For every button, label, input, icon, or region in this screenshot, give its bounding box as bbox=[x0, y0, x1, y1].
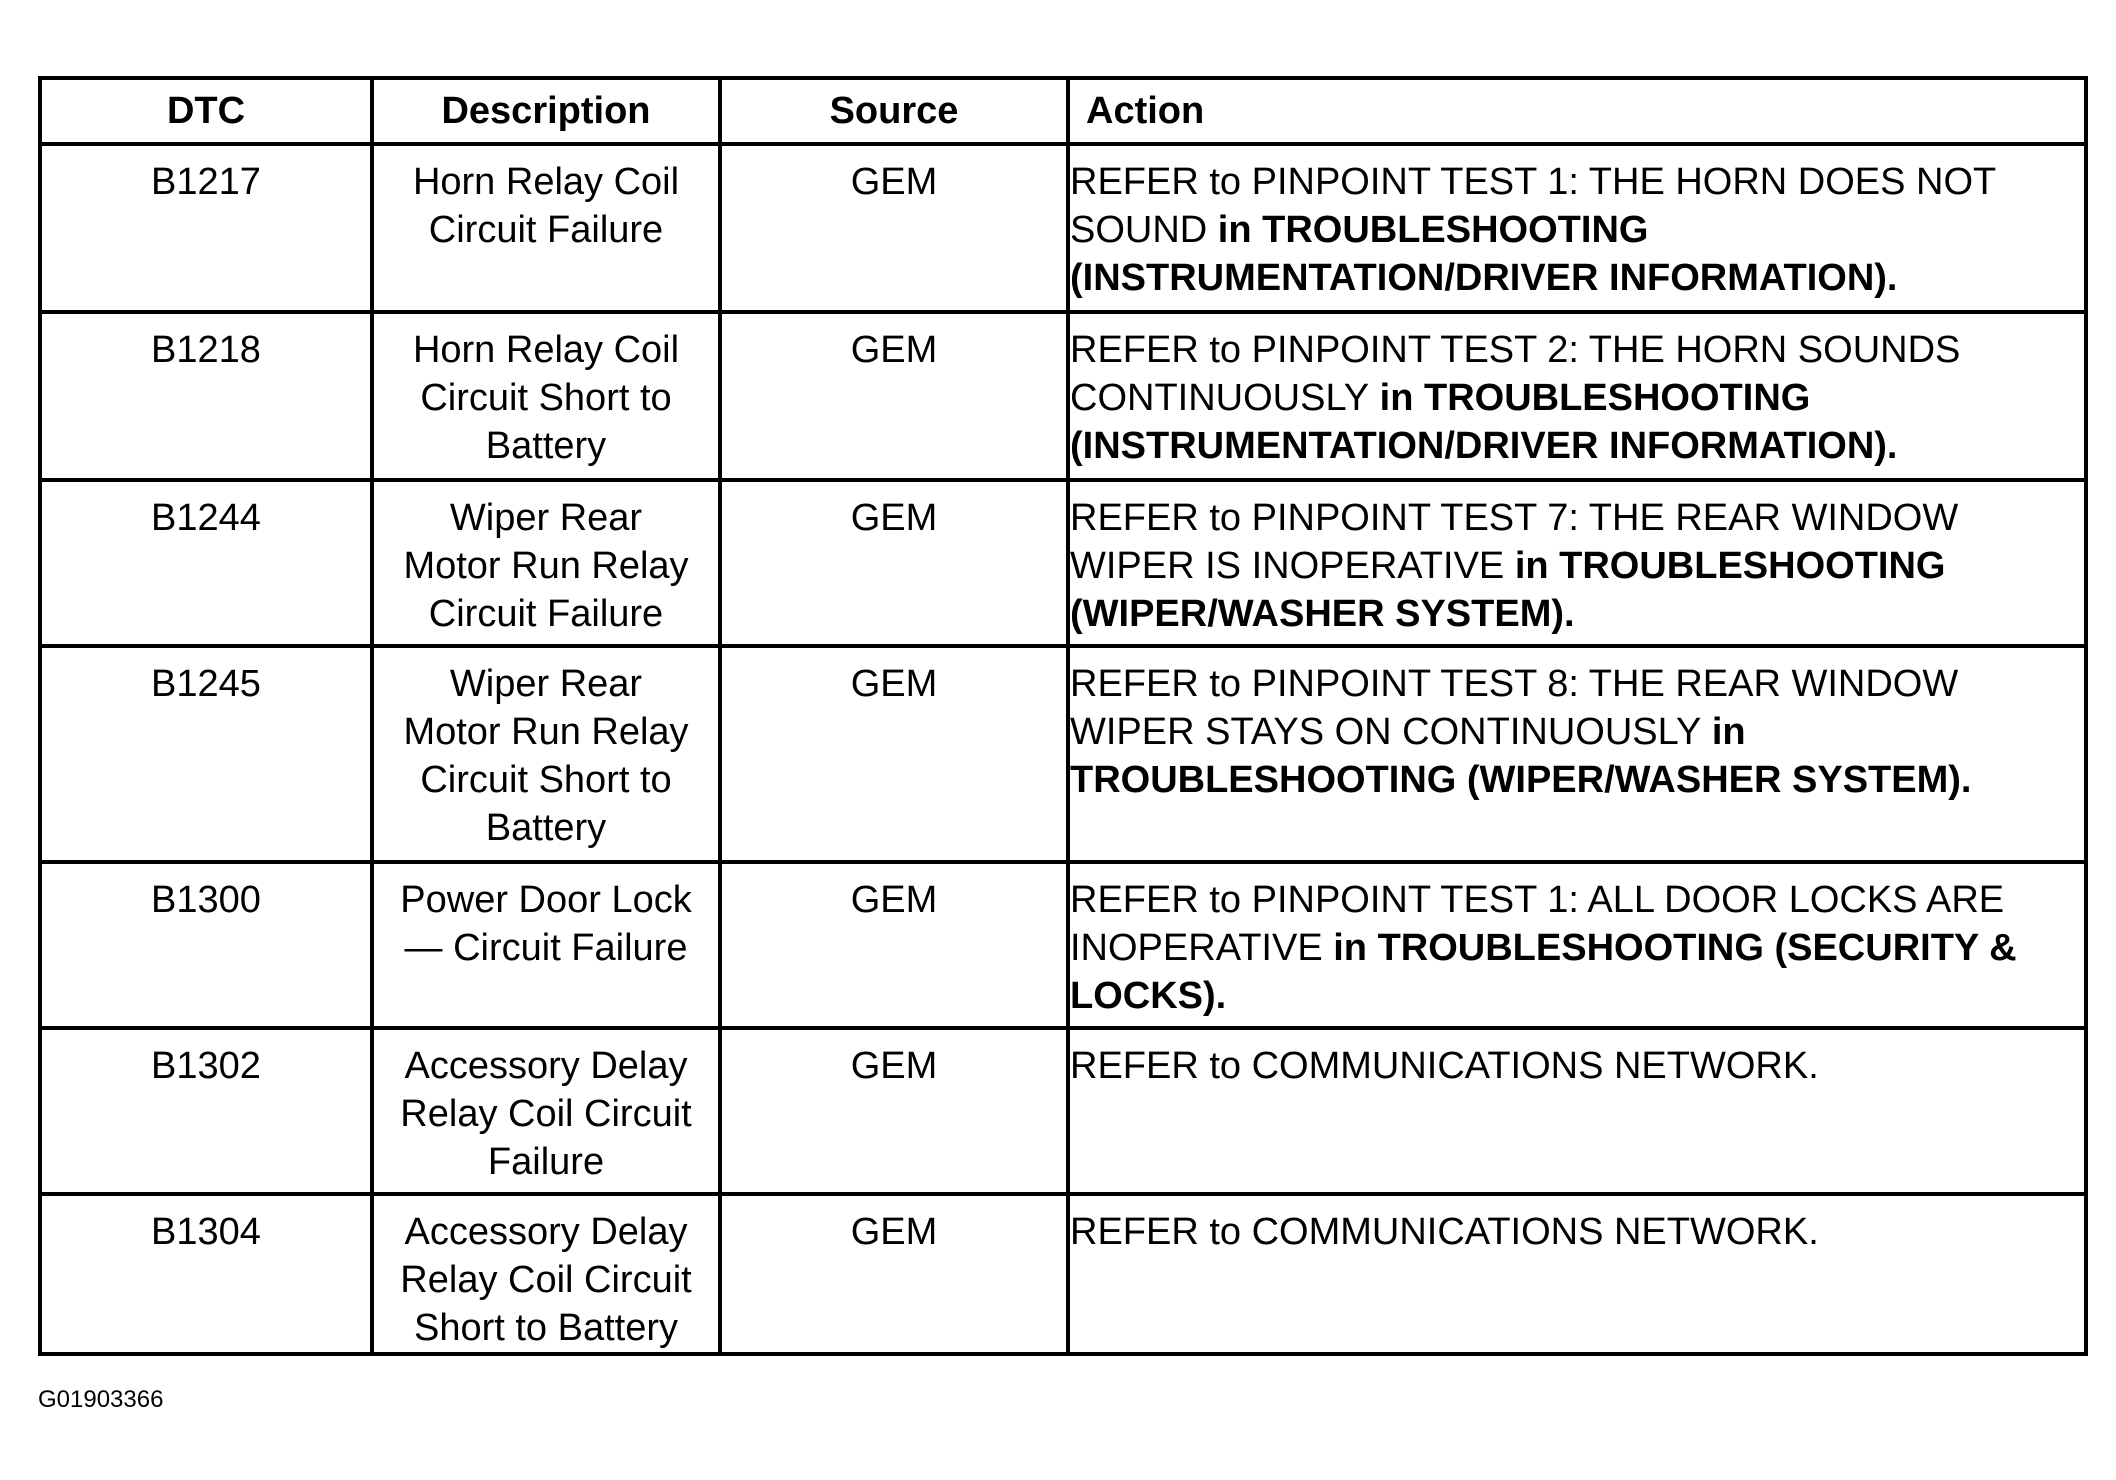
cell-dtc: B1217 bbox=[40, 144, 372, 312]
cell-action bbox=[1068, 1028, 2086, 1194]
cell-source: GEM bbox=[720, 1028, 1068, 1194]
description-line: Battery bbox=[485, 425, 607, 467]
cell-action bbox=[1068, 1194, 2086, 1354]
cell-description bbox=[372, 144, 720, 312]
table-row bbox=[40, 480, 2086, 646]
description-line: Relay Coil Circuit bbox=[400, 1259, 692, 1301]
description-line: Horn Relay Coil bbox=[412, 161, 680, 203]
cell-description bbox=[372, 862, 720, 1028]
action-text: REFER to PINPOINT TEST 7: THE REAR WINDOW WIPER IS INOPERATIVE bbox=[1070, 497, 1959, 587]
description-line: Power Door Lock bbox=[400, 879, 692, 921]
table-row bbox=[40, 646, 2086, 862]
cell-description bbox=[372, 646, 720, 862]
action-reference: in TROUBLESHOOTING (WIPER/WASHER SYSTEM). bbox=[1070, 711, 1972, 801]
table-row bbox=[40, 144, 2086, 312]
table-header bbox=[40, 78, 2086, 144]
description-line: Wiper Rear bbox=[449, 663, 643, 705]
description-line: Failure bbox=[487, 1141, 605, 1183]
action-text: REFER to COMMUNICATIONS NETWORK. bbox=[1070, 1211, 1819, 1253]
cell-dtc: B1304 bbox=[40, 1194, 372, 1354]
cell-action bbox=[1068, 144, 2086, 312]
dtc-table bbox=[38, 76, 2088, 1356]
header-row bbox=[40, 78, 2086, 144]
table-row bbox=[40, 1194, 2086, 1354]
description-line: Accessory Delay bbox=[404, 1211, 688, 1253]
cell-description bbox=[372, 480, 720, 646]
cell-action bbox=[1068, 646, 2086, 862]
description-line: Motor Run Relay bbox=[403, 711, 689, 753]
cell-source: GEM bbox=[720, 646, 1068, 862]
action-text: REFER to PINPOINT TEST 2: THE HORN SOUNDS CONTINUOUSLY bbox=[1070, 329, 1961, 419]
cell-source: GEM bbox=[720, 312, 1068, 480]
action-reference: in TROUBLESHOOTING (INSTRUMENTATION/DRIVER INFORMATION). bbox=[1070, 377, 1898, 467]
cell-dtc: B1300 bbox=[40, 862, 372, 1028]
description-line: Accessory Delay bbox=[404, 1045, 688, 1087]
description-line: — Circuit Failure bbox=[404, 927, 688, 969]
description-line: Circuit Failure bbox=[428, 593, 664, 635]
description-line: Battery bbox=[485, 807, 607, 849]
cell-source: GEM bbox=[720, 480, 1068, 646]
table-row bbox=[40, 862, 2086, 1028]
cell-dtc: B1244 bbox=[40, 480, 372, 646]
description-line: Circuit Short to bbox=[420, 377, 672, 419]
cell-description bbox=[372, 312, 720, 480]
header-dtc: DTC bbox=[40, 78, 372, 144]
cell-source: GEM bbox=[720, 1194, 1068, 1354]
cell-action bbox=[1068, 480, 2086, 646]
table-body bbox=[40, 144, 2086, 1354]
cell-dtc: B1302 bbox=[40, 1028, 372, 1194]
description-line: Motor Run Relay bbox=[403, 545, 689, 587]
description-line: Wiper Rear bbox=[449, 497, 643, 539]
action-text: REFER to PINPOINT TEST 8: THE REAR WINDOW WIPER STAYS ON CONTINUOUSLY bbox=[1070, 663, 1959, 753]
cell-description bbox=[372, 1028, 720, 1194]
description-line: Circuit Failure bbox=[428, 209, 664, 251]
cell-source: GEM bbox=[720, 144, 1068, 312]
cell-source: GEM bbox=[720, 862, 1068, 1028]
description-line: Horn Relay Coil bbox=[412, 329, 680, 371]
figure-id: G01903366 bbox=[38, 1386, 164, 1413]
cell-dtc: B1245 bbox=[40, 646, 372, 862]
description-line: Short to Battery bbox=[413, 1307, 678, 1349]
header-action: Action bbox=[1068, 78, 2086, 144]
header-description: Description bbox=[372, 78, 720, 144]
cell-action bbox=[1068, 862, 2086, 1028]
action-reference: in TROUBLESHOOTING (INSTRUMENTATION/DRIVER INFORMATION). bbox=[1070, 209, 1898, 299]
cell-dtc: B1218 bbox=[40, 312, 372, 480]
table-row bbox=[40, 1028, 2086, 1194]
cell-description bbox=[372, 1194, 720, 1354]
table-row bbox=[40, 312, 2086, 480]
description-line: Circuit Short to bbox=[420, 759, 672, 801]
action-text: REFER to PINPOINT TEST 1: THE HORN DOES NOT SOUND bbox=[1070, 161, 1996, 251]
header-source: Source bbox=[720, 78, 1068, 144]
action-text: REFER to PINPOINT TEST 1: ALL DOOR LOCKS ARE INOPERATIVE bbox=[1070, 879, 2005, 969]
action-reference: in TROUBLESHOOTING (WIPER/WASHER SYSTEM). bbox=[1070, 545, 1946, 635]
action-reference: in TROUBLESHOOTING (SECURITY & LOCKS). bbox=[1070, 927, 2017, 1017]
action-text: REFER to COMMUNICATIONS NETWORK. bbox=[1070, 1045, 1819, 1087]
description-line: Relay Coil Circuit bbox=[400, 1093, 692, 1135]
cell-action bbox=[1068, 312, 2086, 480]
